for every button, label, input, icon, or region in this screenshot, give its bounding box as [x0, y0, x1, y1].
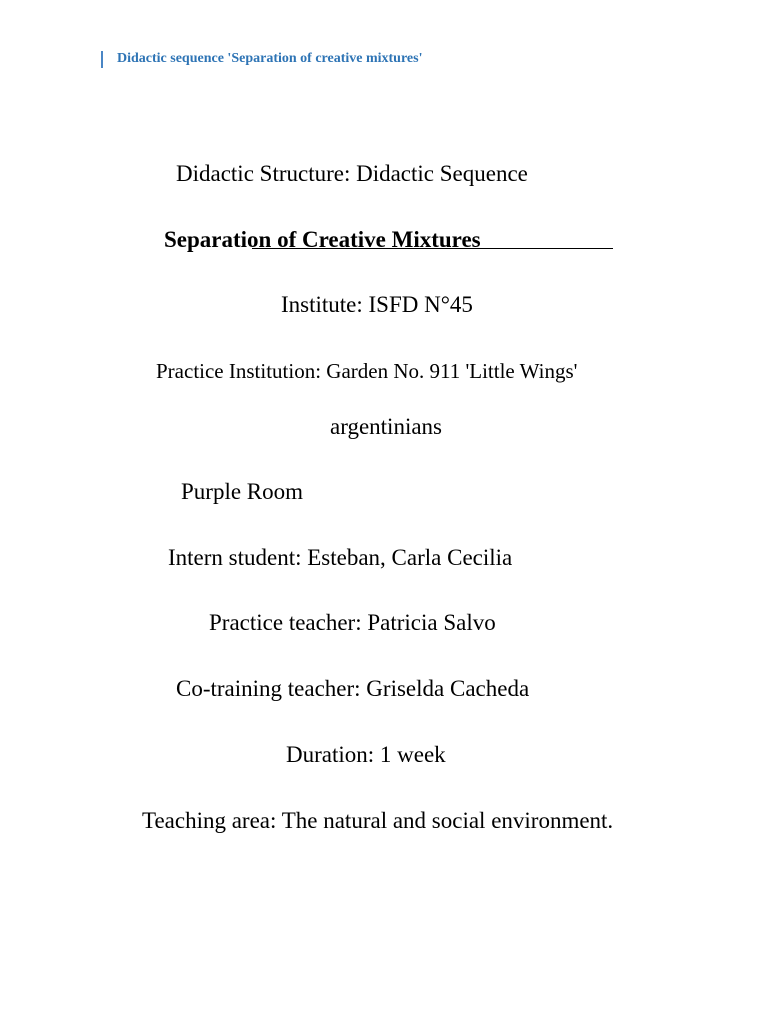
running-title: Didactic sequence 'Separation of creative mixtures' — [117, 51, 423, 66]
practice-institution-line2: argentinians — [330, 414, 442, 439]
didactic-structure: Didactic Structure: Didactic Sequence — [176, 161, 528, 186]
teaching-area: Teaching area: The natural and social environment. — [142, 808, 614, 833]
co-training-teacher: Co-training teacher: Griselda Cacheda — [176, 676, 530, 701]
practice-teacher: Practice teacher: Patricia Salvo — [209, 610, 496, 635]
institute: Institute: ISFD N°45 — [281, 292, 473, 317]
header-accent-bar — [101, 51, 103, 68]
room: Purple Room — [181, 479, 304, 504]
intern-student: Intern student: Esteban, Carla Cecilia — [168, 545, 513, 570]
page-header — [101, 50, 422, 68]
duration: Duration: 1 week — [286, 742, 446, 767]
title-underline — [252, 248, 613, 249]
document-title: Separation of Creative Mixtures — [164, 227, 481, 252]
practice-institution-line1: Practice Institution: Garden No. 911 'Little Wings' — [156, 359, 578, 383]
